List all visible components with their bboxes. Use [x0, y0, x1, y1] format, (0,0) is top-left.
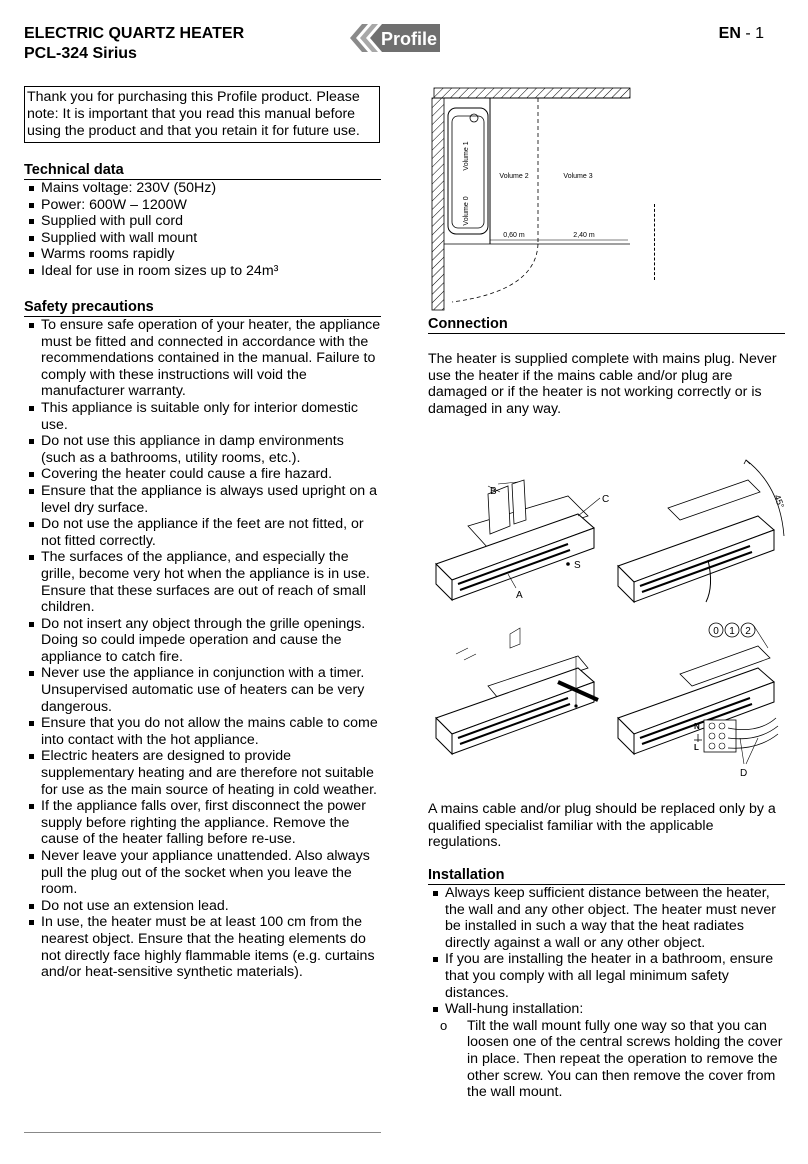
label-s: S — [574, 560, 581, 571]
installation-list — [428, 885, 785, 1018]
document-title — [24, 24, 244, 64]
logo-text: Profile — [380, 29, 438, 49]
switch-position-2: 2 — [745, 626, 751, 637]
label-b: B — [490, 486, 497, 497]
list-item: Do not use this appliance in damp environments (such as a bathrooms, utility rooms, etc.). — [24, 433, 381, 466]
list-item: Ensure that you do not allow the mains cable to come into contact with the hot appliance. — [24, 715, 381, 748]
list-item: This appliance is suitable only for interior domestic use. — [24, 400, 381, 433]
installation-section — [428, 867, 785, 1101]
connection-heading: Connection — [428, 316, 785, 334]
volume-2-label: Volume 2 — [499, 173, 529, 180]
connection-text: The heater is supplied complete with mains plug. Never use the heater if the mains cable and/or plug are damaged or if the heater is not working correctly or is damaged in any way. — [428, 351, 777, 417]
volume-3-label: Volume 3 — [563, 173, 593, 180]
list-item: Ideal for use in room sizes up to 24m³ — [24, 263, 381, 280]
label-d: D — [740, 768, 748, 779]
safety-list — [24, 317, 381, 981]
list-item: Do not use an extension lead. — [24, 898, 381, 915]
terminal-l: L — [694, 743, 699, 752]
installation-heading: Installation — [428, 867, 785, 885]
safety-section — [24, 299, 381, 981]
list-item: Covering the heater could cause a fire hazard. — [24, 466, 381, 483]
distance-240-label: 2,40 m — [573, 232, 595, 239]
language-code: EN — [718, 25, 741, 42]
technical-data-heading: Technical data — [24, 162, 381, 180]
cable-replacement-text: A mains cable and/or plug should be replaced only by a qualified specialist familiar with the applicable regulations. — [428, 801, 776, 851]
cable-replacement-note — [428, 801, 785, 851]
installation-figures — [428, 456, 788, 786]
angle-label: 45° — [772, 493, 787, 510]
figure-tilt-angle — [618, 460, 786, 602]
list-item: The surfaces of the appliance, and especially the grille, become very hot when the appliance is in use. Ensure that these surfaces are out of reach of small children. — [24, 549, 381, 615]
title-line-1: ELECTRIC QUARTZ HEATER — [24, 25, 245, 42]
wall-hatch — [432, 98, 444, 310]
figure-wiring — [618, 623, 778, 779]
list-item: Never leave your appliance unattended. Also always pull the plug out of the socket when you leave the room. — [24, 848, 381, 898]
label-c: C — [602, 494, 610, 505]
profile-logo — [342, 18, 442, 58]
intro-text: Thank you for purchasing this Profile product. Please note: It is important that you read this manual before using the product and that you retain it for future use. — [27, 89, 360, 139]
list-item: Ensure that the appliance is always used upright on a level dry surface. — [24, 483, 381, 516]
list-item: Always keep sufficient distance between the heater, the wall and any other object. The heater must never be installed in such a way that the heat radiates directly against a wall or any other object. — [428, 885, 785, 951]
list-item: In use, the heater must be at least 100 cm from the nearest object. Ensure that the heating elements do not directly face highly flammable items (e.g. curtains and/or heat-sensitive synthetic materials). — [24, 914, 381, 980]
list-item: Never use the appliance in conjunction with a timer. Unsupervised automatic use of heaters can be very dangerous. — [24, 665, 381, 715]
list-item: If the appliance falls over, first disconnect the power supply before righting the appliance. Remove the cause of the heater falling before re-use. — [24, 798, 381, 848]
list-item: Supplied with pull cord — [24, 213, 381, 230]
list-item: Wall-hung installation: — [428, 1001, 785, 1018]
page-indicator — [719, 24, 764, 44]
volume-0-label: Volume 0 — [463, 196, 470, 226]
safety-heading: Safety precautions — [24, 299, 381, 317]
technical-data-section — [24, 162, 381, 280]
intro-box — [24, 86, 380, 143]
installation-sub-list — [428, 1018, 785, 1101]
terminal-n: N — [694, 722, 700, 731]
page-number: 1 — [755, 25, 764, 42]
connection-section — [428, 316, 785, 417]
list-item: Mains voltage: 230V (50Hz) — [24, 180, 381, 197]
page-separator: - — [740, 25, 756, 42]
volume-3-boundary — [654, 204, 655, 280]
ceiling-hatch — [434, 88, 630, 98]
list-item: Do not use the appliance if the feet are not fitted, or not fitted correctly. — [24, 516, 381, 549]
title-line-2: PCL-324 Sirius — [24, 45, 137, 62]
bathroom-volumes-diagram — [428, 86, 632, 314]
switch-position-1: 1 — [729, 626, 735, 637]
list-item: Electric heaters are designed to provide supplementary heating and are therefore not suitable for use as the main source of heating in cold weather. — [24, 748, 381, 798]
list-item: Do not insert any object through the grille openings. Doing so could impede operation and cause the appliance to catch fire. — [24, 616, 381, 666]
technical-data-list — [24, 180, 381, 280]
switch-position-0: 0 — [713, 626, 719, 637]
list-item: Warms rooms rapidly — [24, 246, 381, 263]
list-item: To ensure safe operation of your heater, the appliance must be fitted and connected in accordance with the recommendations contained in the manual. Failure to comply with these instructions will void the manufacturer warranty. — [24, 317, 381, 400]
label-a: A — [516, 590, 523, 601]
sub-list-item: o Tilt the wall mount fully one way so that you can loosen one of the central screws holding the cover in place. Then repeat the operation to remove the other screw. You can then remove the cover from the wall mount. — [428, 1018, 785, 1101]
list-item: If you are installing the heater in a bathroom, ensure that you comply with all legal minimum safety distances. — [428, 951, 785, 1001]
list-item: Power: 600W – 1200W — [24, 197, 381, 214]
figure-screw-mounting — [436, 628, 598, 754]
figure-wall-mount-assembly — [436, 480, 609, 601]
list-item: Supplied with wall mount — [24, 230, 381, 247]
volume-1-label: Volume 1 — [463, 141, 470, 171]
distance-060-label: 0,60 m — [503, 232, 525, 239]
footer-divider — [24, 1132, 381, 1133]
